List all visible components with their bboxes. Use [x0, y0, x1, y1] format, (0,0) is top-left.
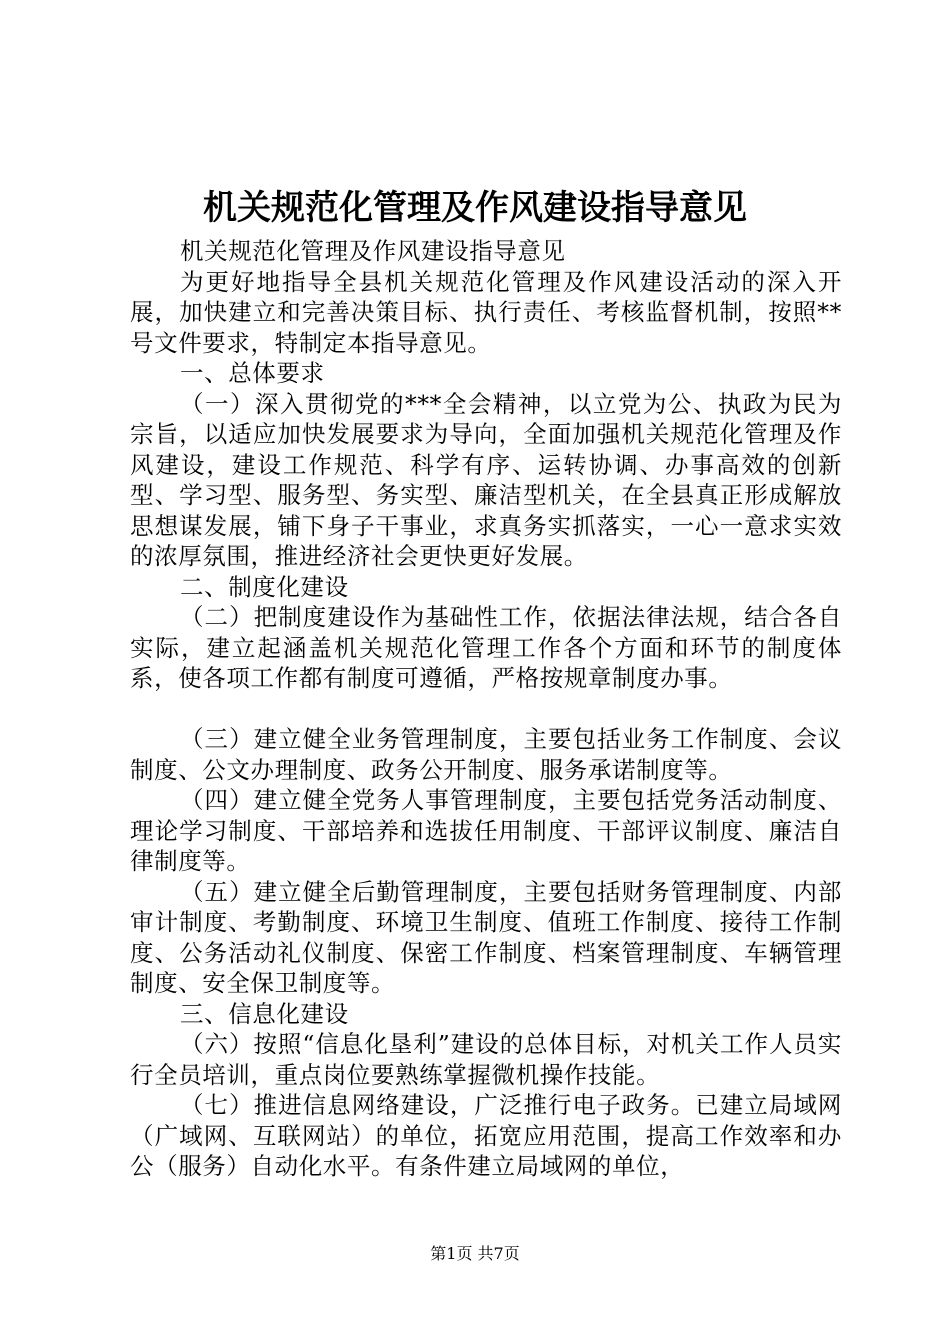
- paragraph-heading-repeat: 机关规范化管理及作风建设指导意见: [180, 237, 566, 265]
- document-title: 机关规范化管理及作风建设指导意见: [203, 188, 747, 228]
- paragraph-item-4: （四）建立健全党务人事管理制度，主要包括党务活动制度、理论学习制度、干部培养和选拔任用制度、干部评议制度、廉洁自律制度等。: [130, 786, 842, 875]
- paragraph-item-7: （七）推进信息网络建设，广泛推行电子政务。已建立局域网（广域网、互联网站）的单位，拓宽应用范围，提高工作效率和办公（服务）自动化水平。有条件建立局域网的单位，: [130, 1091, 842, 1180]
- paragraph-item-2: （二）把制度建设作为基础性工作，依据法律法规，结合各自实际，建立起涵盖机关规范化管理工作各个方面和环节的制度体系，使各项工作都有制度可遵循，严格按规章制度办事。: [130, 603, 842, 692]
- paragraph-item-5: （五）建立健全后勤管理制度，主要包括财务管理制度、内部审计制度、考勤制度、环境卫生制度、值班工作制度、接待工作制度、公务活动礼仪制度、保密工作制度、档案管理制度、车辆管理制度、安全保卫制度等。: [130, 877, 842, 997]
- paragraph-item-6: （六）按照“信息化垦利”建设的总体目标，对机关工作人员实行全员培训，重点岗位要熟练掌握微机操作技能。: [130, 1030, 842, 1089]
- page-footer: 第1页 共7页: [430, 1244, 520, 1263]
- paragraph-intro: 为更好地指导全县机关规范化管理及作风建设活动的深入开展，加快建立和完善决策目标、执行责任、考核监督机制，按照**号文件要求，特制定本指导意见。: [130, 267, 842, 357]
- section-heading-general: 一、总体要求: [180, 359, 325, 387]
- section-heading-informatization: 三、信息化建设: [180, 999, 349, 1028]
- paragraph-item-1: （一）深入贯彻党的***全会精神，以立党为公、执政为民为宗旨，以适应加快发展要求为导向，全面加强机关规范化管理及作风建设，建设工作规范、科学有序、运转协调、办事高效的创新型、学习型、服务型、务实型、廉洁型机关，在全县真正形成解放思想谋发展，铺下身子干事业，求真务实抓落实，一心一意求实效的浓厚氛围，推进经济社会更快更好发展。: [130, 389, 842, 570]
- document-body: [130, 236, 842, 1182]
- paragraph-item-3: （三）建立健全业务管理制度，主要包括业务工作制度、会议制度、公文办理制度、政务公开制度、服务承诺制度等。: [130, 725, 842, 784]
- paragraph-spacer: [130, 694, 842, 725]
- section-heading-institution: 二、制度化建设: [180, 572, 349, 601]
